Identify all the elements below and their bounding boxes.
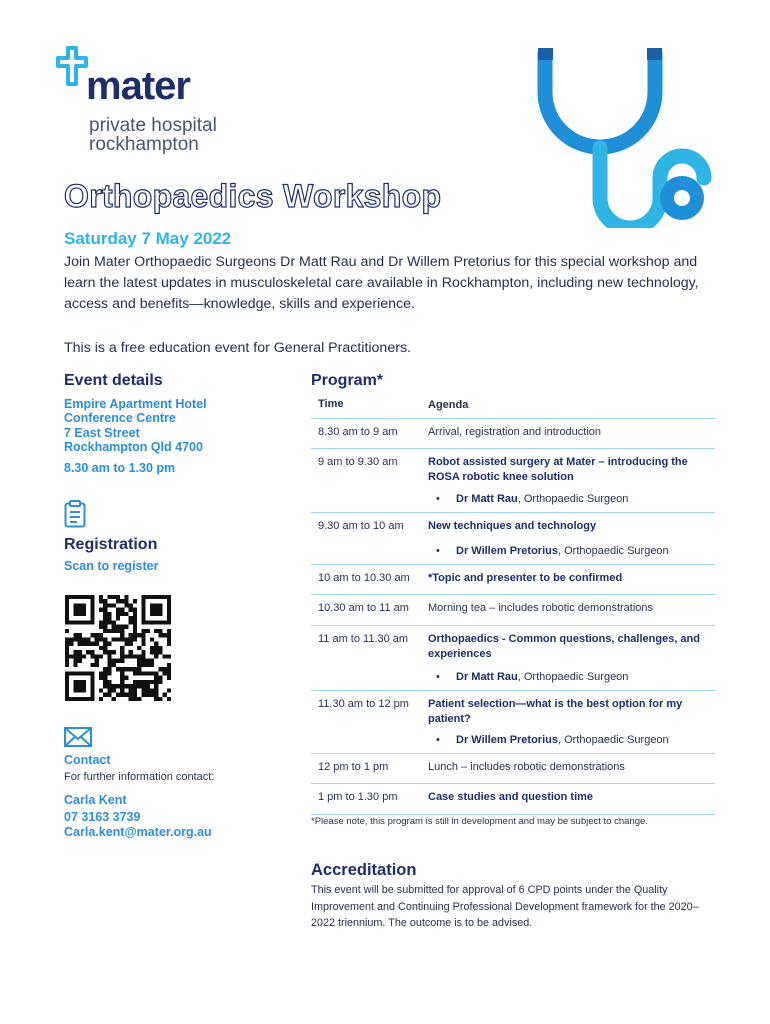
event-date: Saturday 7 May 2022 xyxy=(64,229,232,248)
program-time: 10.30 am to 11 am xyxy=(318,602,409,614)
program-row xyxy=(311,449,715,513)
venue-address xyxy=(64,397,284,454)
program-row xyxy=(311,784,715,815)
program-agenda: New techniques and technology xyxy=(428,520,597,532)
speaker-name: Dr Matt Rau xyxy=(456,671,518,683)
contact-email-link[interactable]: Carla.kent@mater.org.au xyxy=(64,825,212,839)
program-agenda: Robot assisted surgery at Mater – introducing the ROSA robotic knee solution xyxy=(428,456,688,483)
program-agenda: Morning tea – includes robotic demonstrations xyxy=(428,602,654,614)
program-row xyxy=(311,691,715,754)
program-time: 11 am to 11.30 am xyxy=(318,633,409,645)
accreditation-text: This event will be submitted for approval of 6 CPD points under the Quality Improvement and Continuing Professional Development framework for the 2020–2022 triennium. The outcome is to be advised. xyxy=(311,884,699,929)
accreditation-heading: Accreditation xyxy=(311,861,417,879)
venue-line: Rockhampton Qld 4700 xyxy=(64,439,203,454)
program-row xyxy=(311,419,715,449)
program-time: 11.30 am to 12 pm xyxy=(318,698,409,710)
program-agenda: Case studies and question time xyxy=(428,791,594,803)
program-speaker xyxy=(456,671,628,683)
program-agenda: Orthopaedics - Common questions, challenges, and experiences xyxy=(428,633,700,660)
logo-subtitle-line2: rockhampton xyxy=(89,134,199,155)
free-event-note: This is a free education event for General Practitioners. xyxy=(64,340,411,356)
clipboard-icon xyxy=(64,500,86,528)
speaker-role: , Orthopaedic Surgeon xyxy=(517,671,629,683)
speaker-role: , Orthopaedic Surgeon xyxy=(517,493,629,505)
program-time: 8.30 am to 9 am xyxy=(318,426,398,438)
program-speaker xyxy=(456,545,669,557)
speaker-name: Dr Willem Pretorius xyxy=(456,734,558,746)
registration-heading: Registration xyxy=(64,536,158,553)
program-agenda: *Topic and presenter to be confirmed xyxy=(428,572,623,584)
program-header-row xyxy=(311,396,715,419)
event-time: 8.30 am to 1.30 pm xyxy=(64,461,176,475)
program-time: 9 am to 9.30 am xyxy=(318,456,398,468)
logo-subtitle-line1: private hospital xyxy=(89,115,217,136)
stethoscope-icon xyxy=(530,48,720,228)
speaker-name: Dr Willem Pretorius xyxy=(456,545,558,557)
program-row xyxy=(311,626,715,691)
speaker-role: , Orthopaedic Surgeon xyxy=(557,734,669,746)
speaker-role: , Orthopaedic Surgeon xyxy=(557,545,669,557)
col-time-header: Time xyxy=(318,398,344,410)
program-agenda: Patient selection—what is the best option for my patient? xyxy=(428,698,683,725)
contact-note: For further information contact: xyxy=(64,771,215,783)
program-time: 10 am to 10.30 am xyxy=(318,572,410,584)
program-time: 9.30 am to 10 am xyxy=(318,520,404,532)
program-table xyxy=(311,396,715,815)
program-row xyxy=(311,565,715,595)
venue-line: Empire Apartment Hotel xyxy=(64,397,207,411)
program-time: 12 pm to 1 pm xyxy=(318,761,389,773)
program-speaker xyxy=(456,493,628,505)
program-agenda: Arrival, registration and introduction xyxy=(428,426,602,438)
program-row xyxy=(311,754,715,784)
registration-subtitle: Scan to register xyxy=(64,559,159,573)
program-time: 1 pm to 1.30 pm xyxy=(318,791,398,803)
program-footnote: *Please note, this program is still in development and may be subject to change. xyxy=(311,816,648,827)
qr-code[interactable] xyxy=(62,595,174,701)
contact-heading: Contact xyxy=(64,753,111,767)
logo-wordmark: mater xyxy=(86,64,190,108)
program-row xyxy=(311,513,715,565)
envelope-icon xyxy=(64,727,92,747)
contact-phone[interactable]: 07 3163 3739 xyxy=(64,810,141,824)
venue-line: Conference Centre xyxy=(64,411,176,426)
col-agenda-header: Agenda xyxy=(428,399,469,411)
contact-name: Carla Kent xyxy=(64,793,127,807)
program-speaker xyxy=(456,734,669,746)
program-row xyxy=(311,595,715,626)
venue-line: 7 East Street xyxy=(64,425,140,440)
intro-paragraph: Join Mater Orthopaedic Surgeons Dr Matt Rau and Dr Willem Pretorius for this special workshop and learn the latest updates in musculoskeletal care available in Rockhampton, including new technology, access and benefits—knowledge, skills and experience. xyxy=(64,254,699,312)
event-details-heading: Event details xyxy=(64,372,163,389)
program-heading: Program* xyxy=(311,372,384,389)
page-title: Orthopaedics Workshop xyxy=(64,178,442,214)
speaker-name: Dr Matt Rau xyxy=(456,493,518,505)
program-agenda: Lunch – includes robotic demonstrations xyxy=(428,761,625,773)
